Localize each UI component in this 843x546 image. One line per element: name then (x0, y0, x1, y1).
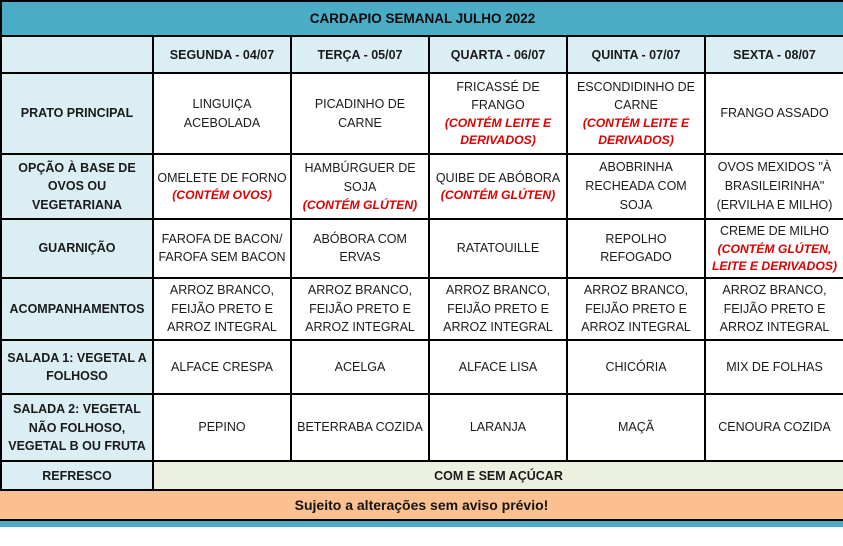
dish-name: ARROZ BRANCO, FEIJÃO PRETO E ARROZ INTEGRAL (581, 282, 691, 335)
row-label: GUARNIÇÃO (1, 219, 153, 278)
menu-cell (291, 73, 429, 154)
day-header: SEXTA - 08/07 (705, 36, 843, 73)
dish-name: PICADINHO DE CARNE (314, 96, 406, 130)
row-label: SALADA 1: VEGETAL A FOLHOSO (1, 340, 153, 394)
row-label: OPÇÃO À BASE DE OVOS OU VEGETARIANA (1, 154, 153, 219)
dish-name: FAROFA DE BACON/ FAROFA SEM BACON (158, 231, 286, 265)
dish-name: ALFACE LISA (458, 359, 538, 374)
dish-name: CREME DE MILHO (719, 224, 830, 238)
menu-cell (567, 394, 705, 461)
refresco-row (1, 461, 843, 490)
menu-cell (705, 73, 843, 154)
menu-row (1, 278, 843, 340)
dish-name: PEPINO (198, 420, 246, 435)
dish-name: HAMBÚRGUER DE SOJA (304, 161, 416, 194)
menu-cell (429, 154, 567, 219)
dish-name: REPOLHO REFOGADO (600, 231, 672, 265)
dish-name: ACELGA (334, 359, 386, 374)
menu-cell (705, 340, 843, 394)
day-header: TERÇA - 05/07 (291, 36, 429, 73)
menu-cell (567, 154, 705, 219)
dish-name: OVOS MEXIDOS "À BRASILEIRINHA" (ERVILHA E MILHO) (716, 160, 833, 212)
row-label: PRATO PRINCIPAL (1, 73, 153, 154)
menu-cell (153, 154, 291, 219)
allergen-note: (CONTÉM GLÚTEN, LEITE E DERIVADOS) (711, 241, 838, 273)
menu-cell (567, 278, 705, 340)
menu-cell (153, 219, 291, 278)
allergen-note: (CONTÉM LEITE E DERIVADOS) (582, 116, 690, 148)
allergen-note: (CONTÉM GLÚTEN) (440, 188, 556, 203)
row-label: SALADA 2: VEGETAL NÃO FOLHOSO, VEGETAL B OU FRUTA (1, 394, 153, 461)
dish-name: ESCONDIDINHO DE CARNE (576, 79, 696, 113)
menu-row (1, 219, 843, 278)
menu-cell (291, 278, 429, 340)
dish-name: FRICASSÉ DE FRANGO (456, 79, 540, 113)
menu-title: CARDAPIO SEMANAL JULHO 2022 (1, 1, 843, 36)
menu-row (1, 73, 843, 154)
dish-name: LARANJA (469, 420, 527, 435)
menu-cell (153, 73, 291, 154)
menu-cell (429, 278, 567, 340)
dish-name: CHICÓRIA (605, 359, 667, 374)
menu-cell (153, 340, 291, 394)
dish-name: ARROZ BRANCO, FEIJÃO PRETO E ARROZ INTEGRAL (443, 282, 553, 335)
menu-cell (153, 394, 291, 461)
dish-name: RATATOUILLE (456, 241, 540, 256)
dish-name: CENOURA COZIDA (718, 420, 831, 435)
refresco-value: COM E SEM AÇÚCAR (153, 461, 843, 490)
menu-cell (429, 73, 567, 154)
menu-row (1, 394, 843, 461)
dish-name: MIX DE FOLHAS (726, 359, 823, 374)
dish-name: MAÇÃ (617, 420, 655, 435)
dish-name: FRANGO ASSADO (720, 106, 829, 121)
menu-cell (429, 394, 567, 461)
dish-name: ALFACE CRESPA (171, 359, 273, 374)
menu-cell (705, 394, 843, 461)
dish-name: ARROZ BRANCO, FEIJÃO PRETO E ARROZ INTEGRAL (305, 282, 415, 335)
row-label: ACOMPANHAMENTOS (1, 278, 153, 340)
footer-note: Sujeito a alterações sem aviso prévio! (294, 497, 549, 514)
menu-cell (429, 219, 567, 278)
allergen-note: (CONTÉM OVOS) (172, 188, 272, 203)
menu-cell (705, 278, 843, 340)
bottom-teal-strip (0, 521, 843, 527)
menu-cell (291, 219, 429, 278)
day-header: QUARTA - 06/07 (429, 36, 567, 73)
menu-cell (567, 219, 705, 278)
dish-name: ARROZ BRANCO, FEIJÃO PRETO E ARROZ INTEGRAL (719, 282, 830, 335)
menu-cell (705, 154, 843, 219)
dish-name: ABÓBORA COM ERVAS (313, 231, 407, 265)
menu-cell (567, 340, 705, 394)
title-row (1, 1, 843, 36)
menu-cell (429, 340, 567, 394)
menu-row (1, 154, 843, 219)
menu-cell (291, 154, 429, 219)
row-label: REFRESCO (1, 461, 153, 490)
dish-name: ARROZ BRANCO, FEIJÃO PRETO E ARROZ INTEGRAL (167, 282, 277, 335)
allergen-note: (CONTÉM GLÚTEN) (302, 197, 418, 212)
day-header: QUINTA - 07/07 (567, 36, 705, 73)
footer-banner (0, 491, 843, 521)
menu-cell (567, 73, 705, 154)
dish-name: ABOBRINHA RECHEADA COM SOJA (585, 160, 687, 212)
header-row (1, 36, 843, 73)
menu-cell (291, 340, 429, 394)
dish-name: LINGUIÇA ACEBOLADA (183, 96, 261, 130)
menu-cell (291, 394, 429, 461)
dish-name: OMELETE DE FORNO (157, 170, 287, 185)
dish-name: QUIBE DE ABÓBORA (435, 170, 561, 185)
corner-cell (1, 36, 153, 73)
menu-cell (153, 278, 291, 340)
allergen-note: (CONTÉM LEITE E DERIVADOS) (444, 116, 552, 148)
menu-cell (705, 219, 843, 278)
dish-name: BETERRABA COZIDA (297, 420, 423, 435)
day-header: SEGUNDA - 04/07 (153, 36, 291, 73)
menu-row (1, 340, 843, 394)
